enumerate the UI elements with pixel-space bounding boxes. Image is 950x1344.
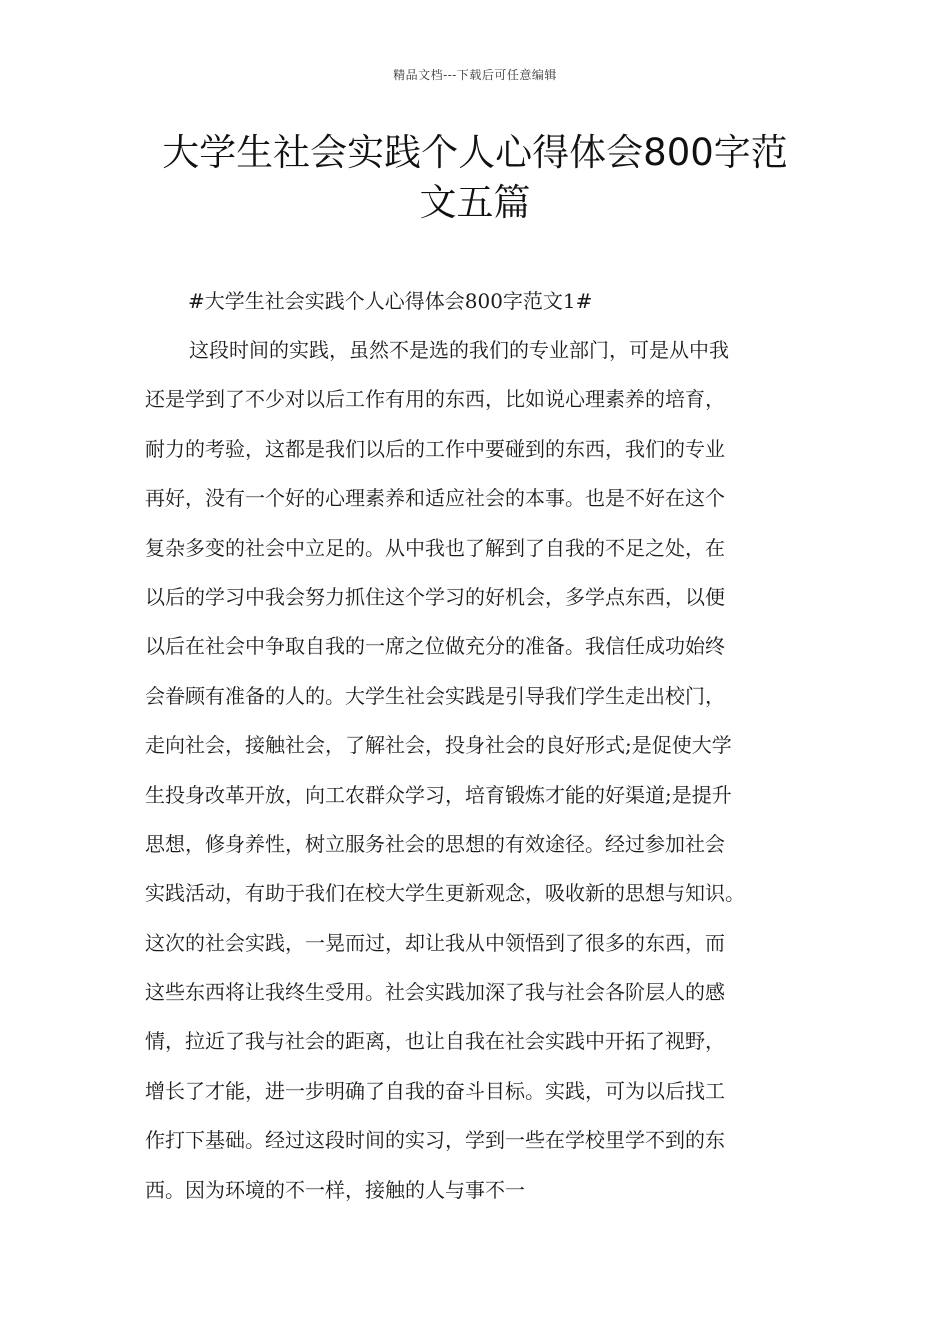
body-line: 以后在社会中争取自我的一席之位做充分的准备。我信任成功始终 [145, 634, 725, 659]
body-line: 思想，修身养性，树立服务社会的思想的有效途径。经过参加社会 [145, 831, 725, 856]
body-line: 实践活动，有助于我们在校大学生更新观念，吸收新的思想与知识。 [145, 881, 745, 906]
body-line: 这次的社会实践，一晃而过，却让我从中领悟到了很多的东西，而 [145, 930, 725, 955]
body-line: 这些东西将让我终生受用。社会实践加深了我与社会各阶层人的感 [145, 980, 725, 1005]
body-line: 还是学到了不少对以后工作有用的东西，比如说心理素养的培育， [145, 387, 725, 412]
body-line: 情，拉近了我与社会的距离，也让自我在社会实践中开拓了视野， [145, 1029, 725, 1054]
body-paragraph [145, 333, 825, 1222]
document-title-line-2: 文五篇 [419, 181, 531, 224]
body-line: 生投身改革开放，向工农群众学习，培育锻炼才能的好渠道;是提升 [145, 782, 732, 807]
body-line: 再好，没有一个好的心理素养和适应社会的本事。也是不好在这个 [145, 486, 725, 511]
page-header: 精品文档---下载后可任意编辑 [393, 68, 557, 82]
section-heading: #大学生社会实践个人心得体会800字范文1# [188, 289, 593, 313]
body-line: 以后的学习中我会努力抓住这个学习的好机会，多学点东西，以便 [145, 584, 725, 609]
body-line: 作打下基础。经过这段时间的实习，学到一些在学校里学不到的东 [145, 1128, 725, 1153]
body-line: 复杂多变的社会中立足的。从中我也了解到了自我的不足之处，在 [145, 535, 725, 560]
body-line: 西。因为环境的不一样，接触的人与事不一 [145, 1177, 525, 1202]
body-line: 走向社会，接触社会，了解社会，投身社会的良好形式;是促使大学 [145, 733, 732, 758]
body-line: 耐力的考验，这都是我们以后的工作中要碰到的东西，我们的专业 [145, 436, 725, 461]
document-title [140, 128, 810, 228]
document-title-line-1: 大学生社会实践个人心得体会800字范 [162, 131, 788, 174]
body-line: 增长了才能，进一步明确了自我的奋斗目标。实践，可为以后找工 [145, 1078, 725, 1103]
body-line: 会眷顾有准备的人的。大学生社会实践是引导我们学生走出校门， [145, 683, 725, 708]
body-line: 这段时间的实践，虽然不是选的我们的专业部门，可是从中我 [189, 338, 729, 362]
